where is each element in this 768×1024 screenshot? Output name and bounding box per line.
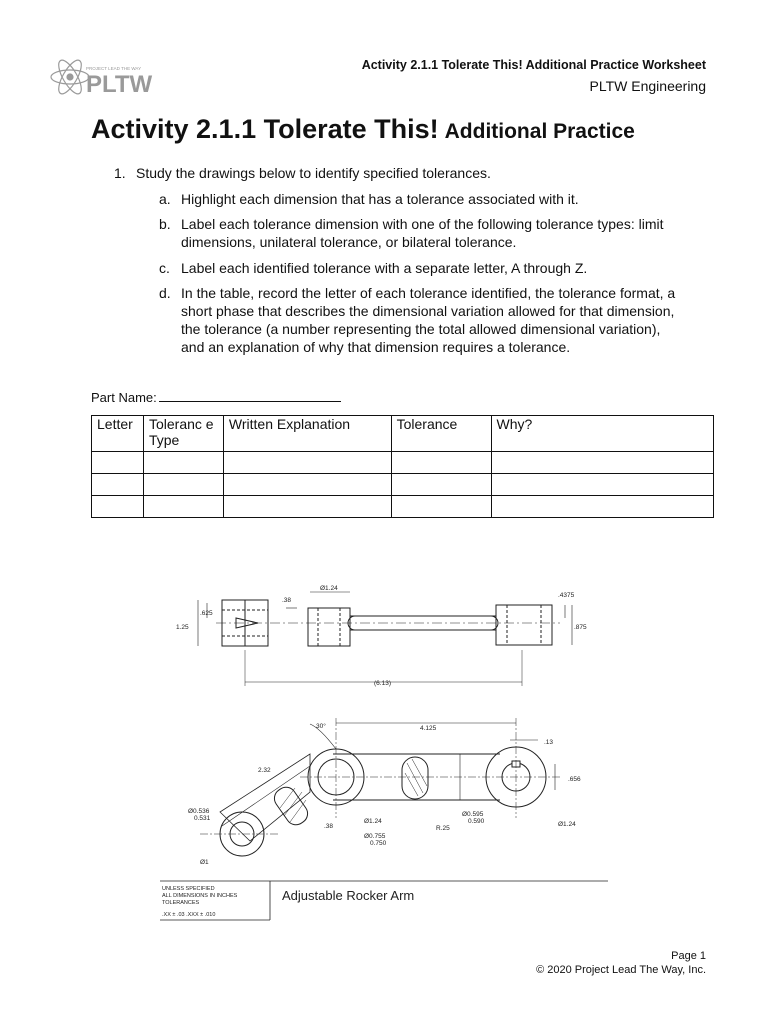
dim-label: Ø1.24 xyxy=(320,585,338,592)
doc-subtitle: PLTW Engineering xyxy=(589,78,706,94)
tolerance-table xyxy=(91,415,714,518)
table-cell[interactable] xyxy=(223,474,391,496)
dim-label: Ø0.755 xyxy=(364,833,386,840)
instruction-letter: d. xyxy=(159,285,171,301)
instruction-text: Label each tolerance dimension with one of the following tolerance types: limit dimensions, unilateral tolerance, or bilateral tolerance. xyxy=(181,216,664,250)
table-cell[interactable] xyxy=(143,496,223,518)
dim-label: R.25 xyxy=(436,825,450,832)
right-block xyxy=(496,605,552,645)
header-tolerance-type: Toleranc e Type xyxy=(143,416,223,452)
middle-block xyxy=(308,608,350,646)
logo-text: PLTW xyxy=(86,71,153,98)
instruction-b xyxy=(159,215,679,251)
dim-label: 1.25 xyxy=(176,624,189,631)
instruction-a xyxy=(159,190,679,208)
instruction-d xyxy=(159,284,679,356)
table-cell[interactable] xyxy=(92,496,144,518)
table-header-row xyxy=(92,416,714,452)
table-cell[interactable] xyxy=(491,474,713,496)
title-block-note: .XX ± .03 .XXX ± .010 xyxy=(162,912,216,918)
table-cell[interactable] xyxy=(391,496,491,518)
dim-label: Ø1.24 xyxy=(558,821,576,828)
copyright: © 2020 Project Lead The Way, Inc. xyxy=(536,964,706,976)
table-cell[interactable] xyxy=(491,496,713,518)
engineering-drawing xyxy=(160,578,608,923)
part-name-field xyxy=(91,390,341,405)
page-number: Page 1 xyxy=(671,950,706,962)
table-cell[interactable] xyxy=(391,474,491,496)
page-title-main: Activity 2.1.1 Tolerate This! xyxy=(91,114,439,144)
title-block-note: ALL DIMENSIONS IN INCHES xyxy=(162,893,238,899)
instruction-1 xyxy=(114,164,674,182)
dim-label: 0.590 xyxy=(468,818,485,825)
instruction-letter: c. xyxy=(159,260,170,276)
table-row xyxy=(92,452,714,474)
table-cell[interactable] xyxy=(143,452,223,474)
page-title xyxy=(91,114,635,145)
dim-label: Ø1 xyxy=(200,859,209,866)
part-name-label: Part Name: xyxy=(91,390,157,405)
header-why: Why? xyxy=(491,416,713,452)
pltw-logo xyxy=(48,52,172,102)
instruction-text: Study the drawings below to identify specified tolerances. xyxy=(136,165,491,181)
doc-title: Activity 2.1.1 Tolerate This! Additional Practice Worksheet xyxy=(361,58,706,72)
dim-label: Ø1.24 xyxy=(364,818,382,825)
dim-label: .656 xyxy=(568,776,581,783)
top-view xyxy=(198,592,572,686)
table-cell[interactable] xyxy=(223,452,391,474)
table-cell[interactable] xyxy=(92,452,144,474)
logo-small-text: PROJECT LEAD THE WAY xyxy=(86,66,142,71)
instruction-number: 1. xyxy=(114,165,126,181)
instruction-letter: b. xyxy=(159,216,171,232)
dim-label: .875 xyxy=(574,624,587,631)
drawing-part-title: Adjustable Rocker Arm xyxy=(282,888,415,903)
table-cell[interactable] xyxy=(143,474,223,496)
table-row xyxy=(92,474,714,496)
table-cell[interactable] xyxy=(491,452,713,474)
dim-label: .13 xyxy=(544,739,554,746)
table-cell[interactable] xyxy=(92,474,144,496)
dim-label: Ø0.595 xyxy=(462,811,484,818)
dim-label: 0.750 xyxy=(370,840,387,847)
dim-label: .625 xyxy=(200,610,213,617)
header-letter: Letter xyxy=(92,416,144,452)
dim-label: 4.125 xyxy=(420,725,437,732)
title-block-note: TOLERANCES xyxy=(162,900,200,906)
table-cell[interactable] xyxy=(223,496,391,518)
table-cell[interactable] xyxy=(391,452,491,474)
dim-label: .38 xyxy=(282,597,292,604)
dim-label: 30° xyxy=(316,723,326,730)
dim-label: .38 xyxy=(324,823,334,830)
instruction-letter: a. xyxy=(159,191,171,207)
instruction-text: Label each identified tolerance with a separate letter, A through Z. xyxy=(181,260,588,276)
instruction-c xyxy=(159,259,679,277)
dim-label: 0.531 xyxy=(194,815,211,822)
title-block-note: UNLESS SPECIFIED xyxy=(162,886,215,892)
dim-label: 2.32 xyxy=(258,767,271,774)
dim-label: Ø0.536 xyxy=(188,808,210,815)
part-name-blank[interactable] xyxy=(159,390,341,402)
atom-icon xyxy=(51,57,89,97)
instruction-text: In the table, record the letter of each tolerance identified, the tolerance format, a short phase that describes the dimensional variation allowed for that dimension, the tolerance (a number representing the total allowed dimensional variation), and an explanation of why that dimension requires a tolerance. xyxy=(181,285,676,355)
table-row xyxy=(92,496,714,518)
instruction-text: Highlight each dimension that has a tolerance associated with it. xyxy=(181,191,579,207)
header-written-explanation: Written Explanation xyxy=(223,416,391,452)
dim-label: (6.13) xyxy=(374,680,391,687)
page-title-secondary: Additional Practice xyxy=(444,120,635,143)
header-tolerance: Tolerance xyxy=(391,416,491,452)
dim-label: .4375 xyxy=(558,592,575,599)
